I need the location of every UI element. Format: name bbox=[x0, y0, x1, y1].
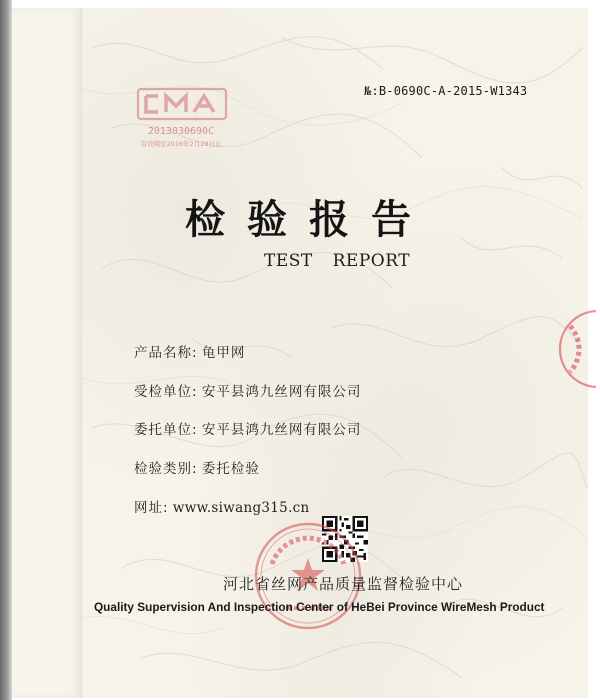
inspection-center-name-chinese: 河北省丝网产品质量监督检验中心 bbox=[222, 575, 463, 593]
field-entrusting-unit bbox=[134, 418, 361, 438]
field-value: 龟甲网 bbox=[201, 345, 246, 361]
field-label: 网址: bbox=[134, 500, 169, 516]
field-label: 检验类别: bbox=[134, 461, 198, 477]
field-inspection-type bbox=[134, 457, 260, 477]
field-value: 安平县鸿九丝网有限公司 bbox=[201, 422, 362, 438]
cma-stamp-code: 2013030690C bbox=[147, 126, 215, 137]
cma-stamp-validity: 有效期至2016年2月28日止 bbox=[140, 140, 222, 148]
field-label: 产品名称: bbox=[134, 345, 198, 361]
field-product-name bbox=[134, 341, 245, 361]
field-value: 委托检验 bbox=[201, 461, 260, 477]
scan-shadow-edge bbox=[0, 0, 12, 700]
inspection-center-name-english: Quality Supervision And Inspection Center of HeBei Province WireMesh Product bbox=[94, 600, 545, 614]
report-number: №:B-0690C-A-2015-W1343 bbox=[364, 84, 528, 98]
partial-edge-seal bbox=[556, 304, 596, 394]
cma-accreditation-stamp bbox=[128, 86, 238, 152]
page-margin-strip bbox=[12, 8, 82, 698]
field-value: 安平县鸿九丝网有限公司 bbox=[201, 384, 362, 400]
website-link[interactable]: www.siwang315.cn bbox=[172, 500, 310, 516]
field-inspected-unit bbox=[134, 380, 361, 400]
report-title-chinese: 检验报告 bbox=[185, 197, 433, 243]
field-website bbox=[134, 496, 310, 516]
field-label: 委托单位: bbox=[134, 422, 198, 438]
report-title-english: TEST REPORT bbox=[264, 251, 411, 271]
field-label: 受检单位: bbox=[134, 384, 198, 400]
